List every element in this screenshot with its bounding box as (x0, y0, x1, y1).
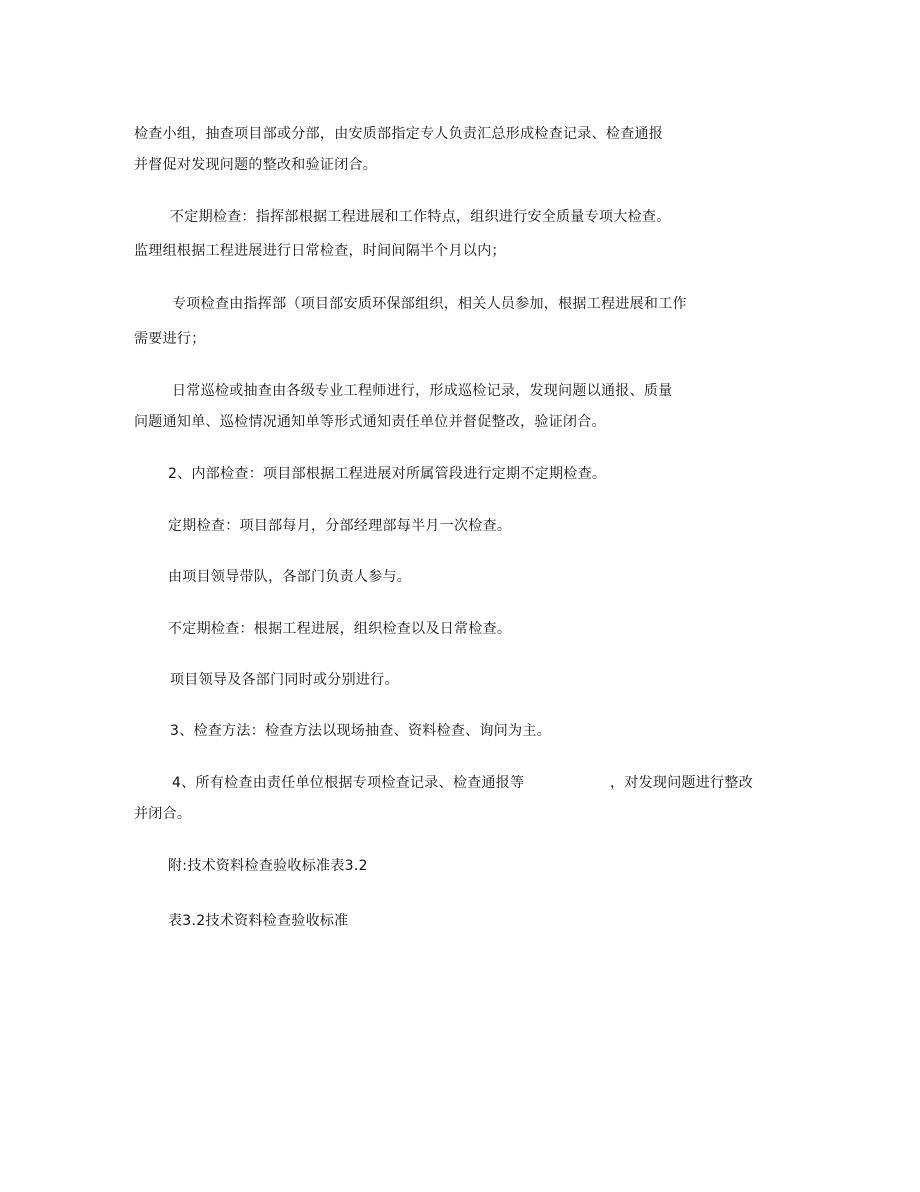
text-line-16: 并闭合。 (134, 806, 192, 822)
text-line-7: 日常巡检或抽查由各级专业工程师进行，形成巡检记录，发现问题以通报、质量 (172, 383, 673, 399)
text-line-12: 不定期检查：根据工程进展，组织检查以及日常检查。 (168, 621, 512, 637)
text-line-14: 3、检查方法：检查方法以现场抽查、资料检查、询问为主。 (170, 723, 552, 739)
text-line-15a: 4、所有检查由责任单位根据专项检查记录、检查通报等 (172, 775, 525, 791)
text-line-11: 由项目领导带队，各部门负责人参与。 (168, 569, 412, 585)
text-line-13: 项目领导及各部门同时或分别进行。 (170, 672, 399, 688)
text-line-1: 检查小组，抽查项目部或分部，由安质部指定专人负责汇总形成检查记录、检查通报 (134, 126, 664, 142)
text-line-6: 需要进行； (134, 331, 206, 347)
text-line-3: 不定期检查：指挥部根据工程进展和工作特点，组织进行安全质量专项大检查。 (170, 209, 671, 225)
text-line-17: 附:技术资料检查验收标准表3.2 (168, 858, 368, 874)
text-line-2: 并督促对发现问题的整改和验证闭合。 (134, 157, 378, 173)
text-line-15b: ，对发现问题进行整改 (610, 775, 753, 791)
text-line-9: 2、内部检查：项目部根据工程进展对所属管段进行定期不定期检查。 (168, 466, 607, 482)
text-line-18: 表3.2技术资料检查验收标准 (168, 913, 349, 929)
text-line-5: 专项检查由指挥部（项目部安质环保部组织，相关人员参加，根据工程进展和工作 (172, 296, 687, 312)
text-line-4: 监理组根据工程进展进行日常检查，时间间隔半个月以内； (134, 243, 506, 259)
text-line-10: 定期检查：项目部每月，分部经理部每半月一次检查。 (168, 518, 512, 534)
text-line-8: 问题通知单、巡检情况通知单等形式通知责任单位并督促整改，验证闭合。 (134, 414, 606, 430)
